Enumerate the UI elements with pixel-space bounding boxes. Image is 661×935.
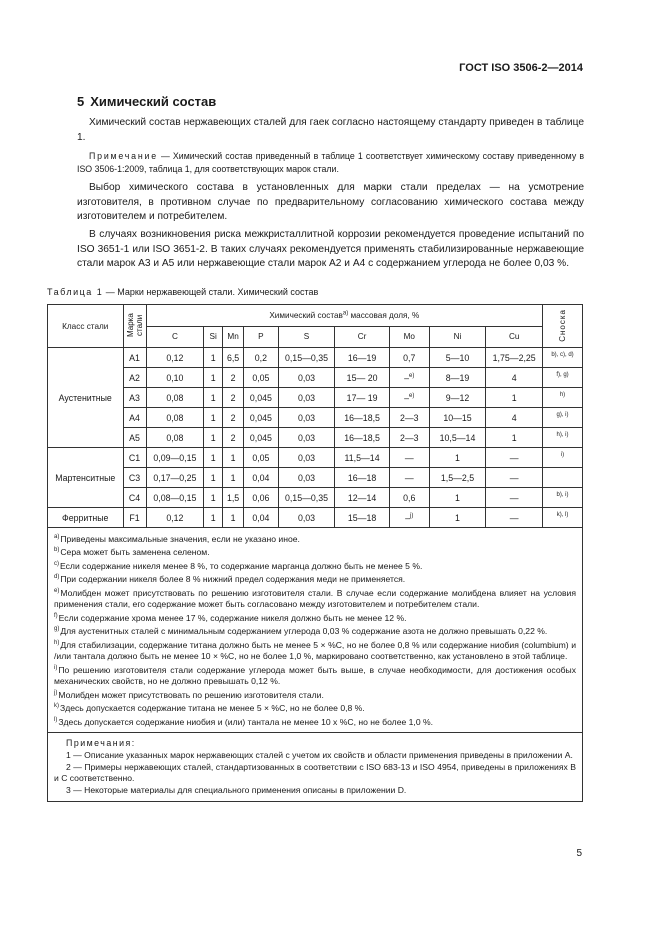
value-cr: 12—14	[335, 488, 390, 508]
value-ni: 1	[429, 448, 486, 468]
header-footnote-text: Сноска	[558, 308, 568, 342]
value-cu: —	[486, 468, 543, 488]
notes-row	[48, 733, 583, 801]
footnote-ref-cell	[543, 388, 583, 408]
value-mo	[389, 408, 429, 428]
footnote-item	[54, 701, 576, 714]
note-label: Примечание	[89, 151, 158, 161]
mo-footnote-ref: e)	[409, 392, 415, 399]
header-element-mo: Mo	[389, 326, 429, 348]
value-p: 0,045	[244, 388, 279, 408]
value-mo	[389, 348, 429, 368]
footnotes-row	[48, 528, 583, 733]
value-si: 1	[204, 488, 223, 508]
value-c: 0,08	[146, 388, 204, 408]
value-c: 0,12	[146, 508, 204, 528]
footnote-key: k)	[54, 703, 59, 710]
value-mn: 1,5	[223, 488, 244, 508]
grade-cell: A4	[123, 408, 146, 428]
mo-value: —	[404, 472, 414, 483]
value-ni: 9—12	[429, 388, 486, 408]
table-header-row	[48, 305, 583, 327]
footnote-item	[54, 572, 576, 585]
header-element-ni: Ni	[429, 326, 486, 348]
footnote-key: l)	[54, 716, 58, 723]
value-mn: 6,5	[223, 348, 244, 368]
notes-cell	[48, 733, 583, 801]
value-cr: 11,5—14	[335, 448, 390, 468]
mo-value: 0,7	[403, 352, 416, 363]
value-mn: 1	[223, 508, 244, 528]
table-row	[48, 368, 583, 388]
value-c: 0,08	[146, 428, 204, 448]
value-cu: —	[486, 448, 543, 468]
table-row	[48, 448, 583, 468]
steel-class-cell: Ферритные	[48, 508, 124, 528]
value-mo	[389, 468, 429, 488]
value-si: 1	[204, 448, 223, 468]
value-mn: 1	[223, 448, 244, 468]
footnote-key: f)	[54, 612, 58, 619]
value-c: 0,12	[146, 348, 204, 368]
value-s: 0,15—0,35	[278, 488, 335, 508]
value-ni: 1	[429, 508, 486, 528]
grade-cell: A5	[123, 428, 146, 448]
footnote-ref-cell	[543, 428, 583, 448]
value-s: 0,03	[278, 468, 335, 488]
value-c: 0,10	[146, 368, 204, 388]
header-composition-pre: Химический состав	[269, 310, 343, 320]
value-mo	[389, 488, 429, 508]
document-code: ГОСТ ISO 3506-2—2014	[459, 62, 583, 74]
footnote-key: j)	[54, 689, 58, 696]
value-si: 1	[204, 368, 223, 388]
header-class: Класс стали	[48, 305, 124, 348]
mo-value: 0,6	[403, 492, 416, 503]
paragraph-3: В случаях возникновения риска межкристаллитной коррозии рекомендуется проведение испытаний по ISO 3651-1 или ISO 3651-2. В таких случаях рекомендуется применять стабилизированные нержавеющие стали марок А3 и А5 или нержавеющие стали марок А2 и А4 с содержанием углерода не более 0,03 %.	[77, 229, 584, 269]
table-caption-text: — Марки нержавеющей стали. Химический состав	[103, 287, 319, 297]
value-mn: 2	[223, 408, 244, 428]
footnote-text: Сера может быть заменена селеном.	[60, 547, 210, 558]
footnote-ref-cell	[543, 488, 583, 508]
footnote-ref: k), l)	[556, 511, 569, 518]
footnote-ref: f), g)	[556, 371, 569, 378]
value-cu: 4	[486, 368, 543, 388]
footnote-ref: i)	[560, 451, 565, 458]
footnote-text: Здесь допускается содержание ниобия и (или) тантала не менее 10 х %C, но не более 1,0 %.	[58, 716, 434, 727]
value-p: 0,04	[244, 468, 279, 488]
grade-cell: C1	[123, 448, 146, 468]
value-ni: 10,5—14	[429, 428, 486, 448]
table-row	[48, 508, 583, 528]
value-p: 0,045	[244, 428, 279, 448]
footnote-key: a)	[54, 534, 60, 540]
footnote-text: Если содержание хрома менее 17 %, содержание никеля должно быть не менее 12 %.	[58, 612, 407, 623]
header-footnote	[543, 305, 583, 348]
table-row	[48, 468, 583, 488]
header-composition	[146, 305, 542, 327]
footnote-key: g)	[54, 626, 60, 633]
header-element-mn: Mn	[223, 326, 244, 348]
section-title-text: Химический состав	[90, 94, 217, 109]
value-ni: 1,5—2,5	[429, 468, 486, 488]
footnote-ref-cell	[543, 508, 583, 528]
value-mn: 1	[223, 468, 244, 488]
grade-cell: A2	[123, 368, 146, 388]
footnote-key: d)	[54, 574, 60, 581]
value-c: 0,17—0,25	[146, 468, 204, 488]
footnote-item	[54, 663, 576, 688]
header-composition-sup: a)	[342, 310, 349, 317]
section-number: 5	[77, 94, 85, 109]
footnote-text: Молибден может присутствовать по решению изготовителя стали.	[58, 689, 324, 700]
footnote-item	[54, 545, 576, 558]
value-mn: 2	[223, 428, 244, 448]
value-mo	[389, 448, 429, 468]
header-element-p: P	[244, 326, 279, 348]
value-cr: 16—18,5	[335, 408, 390, 428]
footnote-ref: b), i)	[556, 491, 569, 498]
footnote-item	[54, 532, 576, 545]
value-s: 0,03	[278, 508, 335, 528]
chemical-composition-table	[47, 304, 583, 802]
mo-value: –	[404, 372, 410, 383]
mo-value: 2—3	[399, 432, 419, 443]
footnote-key: h)	[54, 639, 60, 646]
value-ni: 10—15	[429, 408, 486, 428]
value-mn: 2	[223, 368, 244, 388]
value-cr: 16—19	[335, 348, 390, 368]
value-p: 0,05	[244, 448, 279, 468]
footnote-item	[54, 638, 576, 663]
value-mo	[389, 388, 429, 408]
grade-cell: C4	[123, 488, 146, 508]
mo-value: 2—3	[399, 412, 419, 423]
footnote-ref: b), c), d)	[551, 351, 574, 358]
note-item: 2 — Примеры нержавеющих сталей, стандартизованных в соответствии с ISO 683-13 и ISO 4954, приведены в приложениях В и С соответственно.	[54, 761, 576, 784]
value-s: 0,03	[278, 408, 335, 428]
footnote-text: Если содержание никеля менее 8 %, то содержание марганца должно быть не менее 5 %.	[60, 560, 423, 571]
footnote-item	[54, 624, 576, 637]
value-cu: 1	[486, 428, 543, 448]
value-s: 0,03	[278, 428, 335, 448]
value-s: 0,03	[278, 368, 335, 388]
table-caption	[47, 287, 318, 297]
value-s: 0,15—0,35	[278, 348, 335, 368]
value-cu: 1	[486, 388, 543, 408]
grade-cell: A3	[123, 388, 146, 408]
value-p: 0,05	[244, 368, 279, 388]
value-si: 1	[204, 428, 223, 448]
grade-cell: F1	[123, 508, 146, 528]
paragraph-2: Выбор химического состава в установленных для марки стали пределах — на усмотрение изготовителя, в противном случае по предварительному согласованию химического состава между изготовителем и потребителем.	[77, 182, 584, 222]
value-si: 1	[204, 348, 223, 368]
value-p: 0,2	[244, 348, 279, 368]
footnote-item	[54, 715, 576, 728]
footnote-ref-cell	[543, 468, 583, 488]
value-cr: 15— 20	[335, 368, 390, 388]
grade-cell: C3	[123, 468, 146, 488]
table-body	[48, 348, 583, 802]
page-number: 5	[576, 848, 582, 859]
value-s: 0,03	[278, 388, 335, 408]
value-cu: —	[486, 508, 543, 528]
value-mo	[389, 428, 429, 448]
table-row	[48, 428, 583, 448]
header-element-c: C	[146, 326, 204, 348]
value-mo	[389, 508, 429, 528]
notes-title: Примечания:	[66, 738, 136, 749]
footnotes-cell	[48, 528, 583, 733]
value-cu: 4	[486, 408, 543, 428]
footnote-text: При содержании никеля более 8 % нижний предел содержания меди не применяется.	[60, 574, 406, 585]
footnote-text: Приведены максимальные значения, если не указано иное.	[60, 533, 300, 544]
value-ni: 8—19	[429, 368, 486, 388]
header-element-s: S	[278, 326, 335, 348]
header-grade-text: Марка стали	[125, 313, 144, 337]
value-ni: 1	[429, 488, 486, 508]
note-paragraph	[77, 150, 584, 175]
header-composition-post: массовая доля, %	[348, 310, 420, 320]
value-cr: 15—18	[335, 508, 390, 528]
mo-footnote-ref: e)	[409, 372, 415, 379]
note-text: — Химический состав приведенный в таблице 1 соответствует химическому составу приведенному в ISO 3506-1:2009, таблица 1, для соответствующих марок стали.	[77, 151, 584, 174]
footnote-ref-cell	[543, 368, 583, 388]
footnote-text: Для стабилизации, содержание титана должно быть не менее 5 × %C, но не более 0,8 % или содержание ниобия (columbium) и /или тантала должно быть не менее 10 × %C, но не более 1,0 %, маркировано соответственно, как установлено в этой таблице.	[54, 639, 576, 662]
footnote-text: Здесь допускается содержание титана не менее 5 × %C, но не более 0,8 %.	[60, 703, 365, 714]
value-p: 0,045	[244, 408, 279, 428]
footnote-text: По решению изготовителя стали содержание углерода может быть выше, в случае необходимости, для достижения особых механических свойств, но не должно превышать 0,12 %.	[54, 664, 576, 687]
footnote-item	[54, 688, 576, 701]
table-row	[48, 388, 583, 408]
table-row	[48, 348, 583, 368]
mo-value: –	[404, 392, 410, 403]
header-element-cu: Cu	[486, 326, 543, 348]
mo-value: —	[404, 452, 414, 463]
mo-value: –	[405, 512, 411, 523]
header-element-cr: Cr	[335, 326, 390, 348]
value-c: 0,09—0,15	[146, 448, 204, 468]
value-cr: 16—18,5	[335, 428, 390, 448]
note-item: 3 — Некоторые материалы для специального применения описаны в приложении D.	[66, 785, 407, 795]
value-si: 1	[204, 508, 223, 528]
paragraph-1: Химический состав нержавеющих сталей для гаек согласно настоящему стандарту приведен в таблице 1.	[77, 117, 584, 143]
mo-footnote-ref: j)	[410, 512, 414, 519]
footnote-ref-cell	[543, 348, 583, 368]
steel-class-cell: Аустенитные	[48, 348, 124, 448]
table-row	[48, 408, 583, 428]
grade-cell: A1	[123, 348, 146, 368]
footnote-text: Молибден может присутствовать по решению изготовителя стали. В случае если содержание молибдена влияет на условия применения стали, его содержание может быть согласовано между изготовителем и потребителем стали.	[54, 587, 576, 610]
note-item: 1 — Описание указанных марок нержавеющих сталей с учетом их свойств и области применения приведены в приложении А.	[66, 750, 573, 761]
header-element-si: Si	[204, 326, 223, 348]
footnote-item	[54, 586, 576, 611]
value-cr: 17— 19	[335, 388, 390, 408]
value-mn: 2	[223, 388, 244, 408]
steel-class-cell: Мартенситные	[48, 448, 124, 508]
value-c: 0,08	[146, 408, 204, 428]
footnote-ref: g), i)	[556, 411, 569, 418]
table-row	[48, 488, 583, 508]
footnote-item	[54, 559, 576, 572]
footnote-ref: h)	[559, 391, 566, 398]
footnote-item	[54, 611, 576, 624]
value-p: 0,04	[244, 508, 279, 528]
footnote-ref: h), i)	[556, 431, 569, 438]
footnote-text: Для аустенитных сталей с минимальным содержанием углерода 0,03 % содержание азота не должно превышать 0,22 %.	[60, 626, 548, 637]
value-si: 1	[204, 388, 223, 408]
footnote-ref-cell	[543, 408, 583, 428]
footnote-key: e)	[54, 587, 60, 594]
value-cr: 16—18	[335, 468, 390, 488]
value-p: 0,06	[244, 488, 279, 508]
value-si: 1	[204, 408, 223, 428]
section-title	[77, 94, 216, 109]
value-cu: 1,75—2,25	[486, 348, 543, 368]
footnote-key: i)	[54, 664, 58, 671]
footnote-key: b)	[54, 547, 60, 554]
footnote-ref-cell	[543, 448, 583, 468]
value-ni: 5—10	[429, 348, 486, 368]
table-caption-label: Таблица 1	[47, 287, 104, 297]
value-si: 1	[204, 468, 223, 488]
value-cu: —	[486, 488, 543, 508]
value-c: 0,08—0,15	[146, 488, 204, 508]
footnote-key: c)	[54, 560, 59, 567]
value-mo	[389, 368, 429, 388]
value-s: 0,03	[278, 448, 335, 468]
header-grade	[123, 305, 146, 348]
